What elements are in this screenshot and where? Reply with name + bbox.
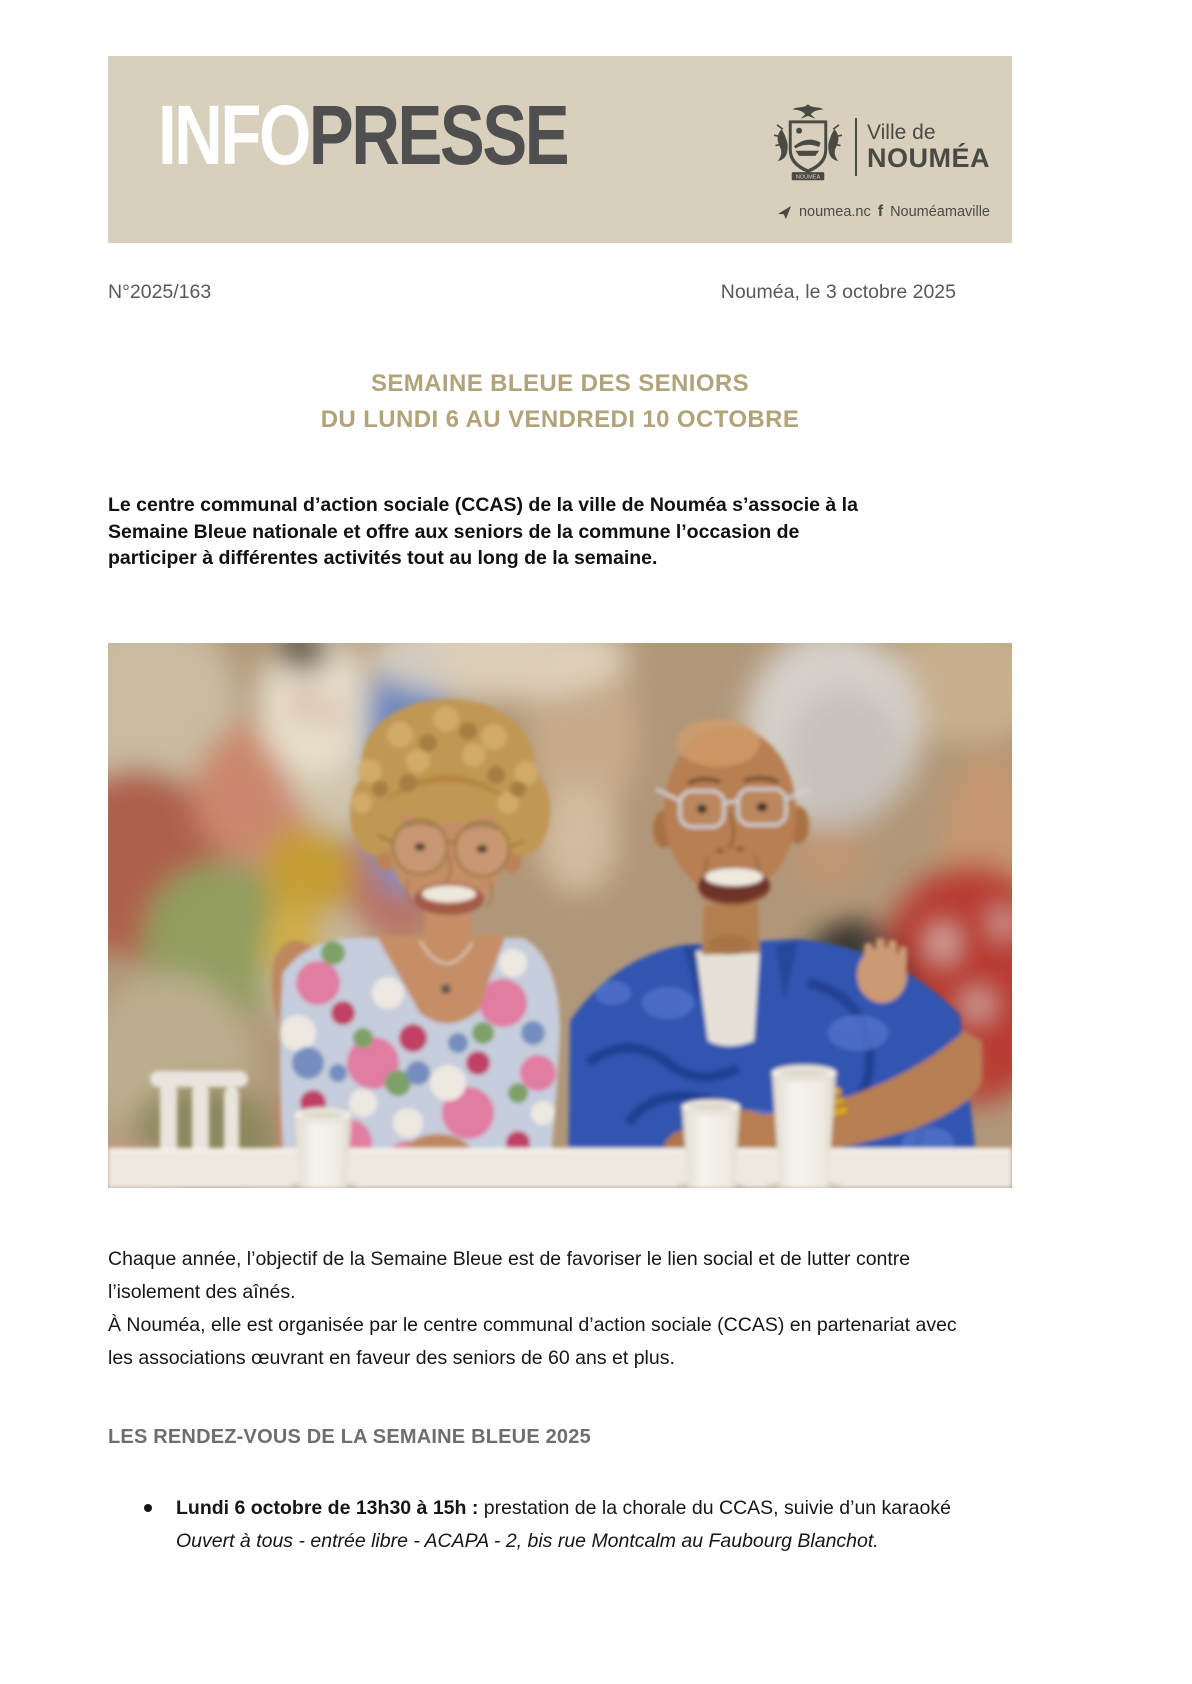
bullet-icon — [144, 1504, 152, 1512]
title-line1: SEMAINE BLEUE DES SENIORS — [370, 370, 750, 397]
wordmark-info: INFO — [158, 88, 309, 182]
seniors-photo-illustration — [108, 643, 1012, 1188]
reference-number: N°2025/163 — [108, 281, 212, 303]
noumea-crest-icon — [771, 100, 845, 194]
website-label: noumea.nc — [798, 204, 871, 220]
city-line2: NOUMÉA — [867, 142, 990, 173]
body-line: À Nouméa, elle est organisée par le centre communal d’action sociale (CCAS) en partenariat avec — [108, 1314, 957, 1336]
paper-plane-icon — [777, 205, 792, 220]
crest-ribbon-text: NOUMÉA — [795, 174, 821, 181]
body-line: les associations œuvrant en faveur des seniors de 60 ans et plus. — [108, 1347, 675, 1369]
section-heading: LES RENDEZ-VOUS DE LA SEMAINE BLEUE 2025 — [108, 1426, 591, 1448]
event-details: Ouvert à tous - entrée libre - ACAPA - 2, bis rue Montcalm au Faubourg Blanchot. — [176, 1530, 879, 1552]
body-line: l’isolement des aînés. — [108, 1281, 296, 1303]
header-banner — [108, 56, 1012, 243]
city-line1: Ville de — [867, 120, 936, 144]
intro-line: Le centre communal d’action sociale (CCAS) de la ville de Nouméa s’associe à la — [108, 494, 858, 516]
infopresse-wordmark — [158, 88, 568, 182]
seniors-photo — [108, 643, 1012, 1188]
intro-line: participer à différentes activités tout au long de la semaine. — [108, 547, 658, 569]
logo-divider — [855, 118, 857, 176]
title-line2: DU LUNDI 6 AU VENDREDI 10 OCTOBRE — [320, 406, 800, 433]
body-line: Chaque année, l’objectif de la Semaine Bleue est de favoriser le lien social et de lutter contre — [108, 1248, 911, 1270]
facebook-icon: f — [877, 203, 884, 220]
body-paragraph — [108, 1243, 1058, 1375]
city-logo — [771, 100, 990, 221]
meta-row — [108, 281, 1012, 305]
event-time: Lundi 6 octobre de 13h30 à 15h : — [176, 1497, 479, 1519]
wordmark-presse: PRESSE — [308, 88, 568, 182]
intro-paragraph — [108, 492, 1038, 572]
facebook-label: Nouméamaville — [890, 204, 990, 220]
page-title — [108, 366, 1012, 438]
event-item — [108, 1492, 1058, 1558]
event-description: prestation de la chorale du CCAS, suivie d’un karaoké — [478, 1497, 951, 1519]
event-text — [176, 1492, 951, 1525]
intro-line: Semaine Bleue nationale et offre aux seniors de la commune l’occasion de — [108, 520, 800, 543]
dateline: Nouméa, le 3 octobre 2025 — [720, 281, 956, 303]
